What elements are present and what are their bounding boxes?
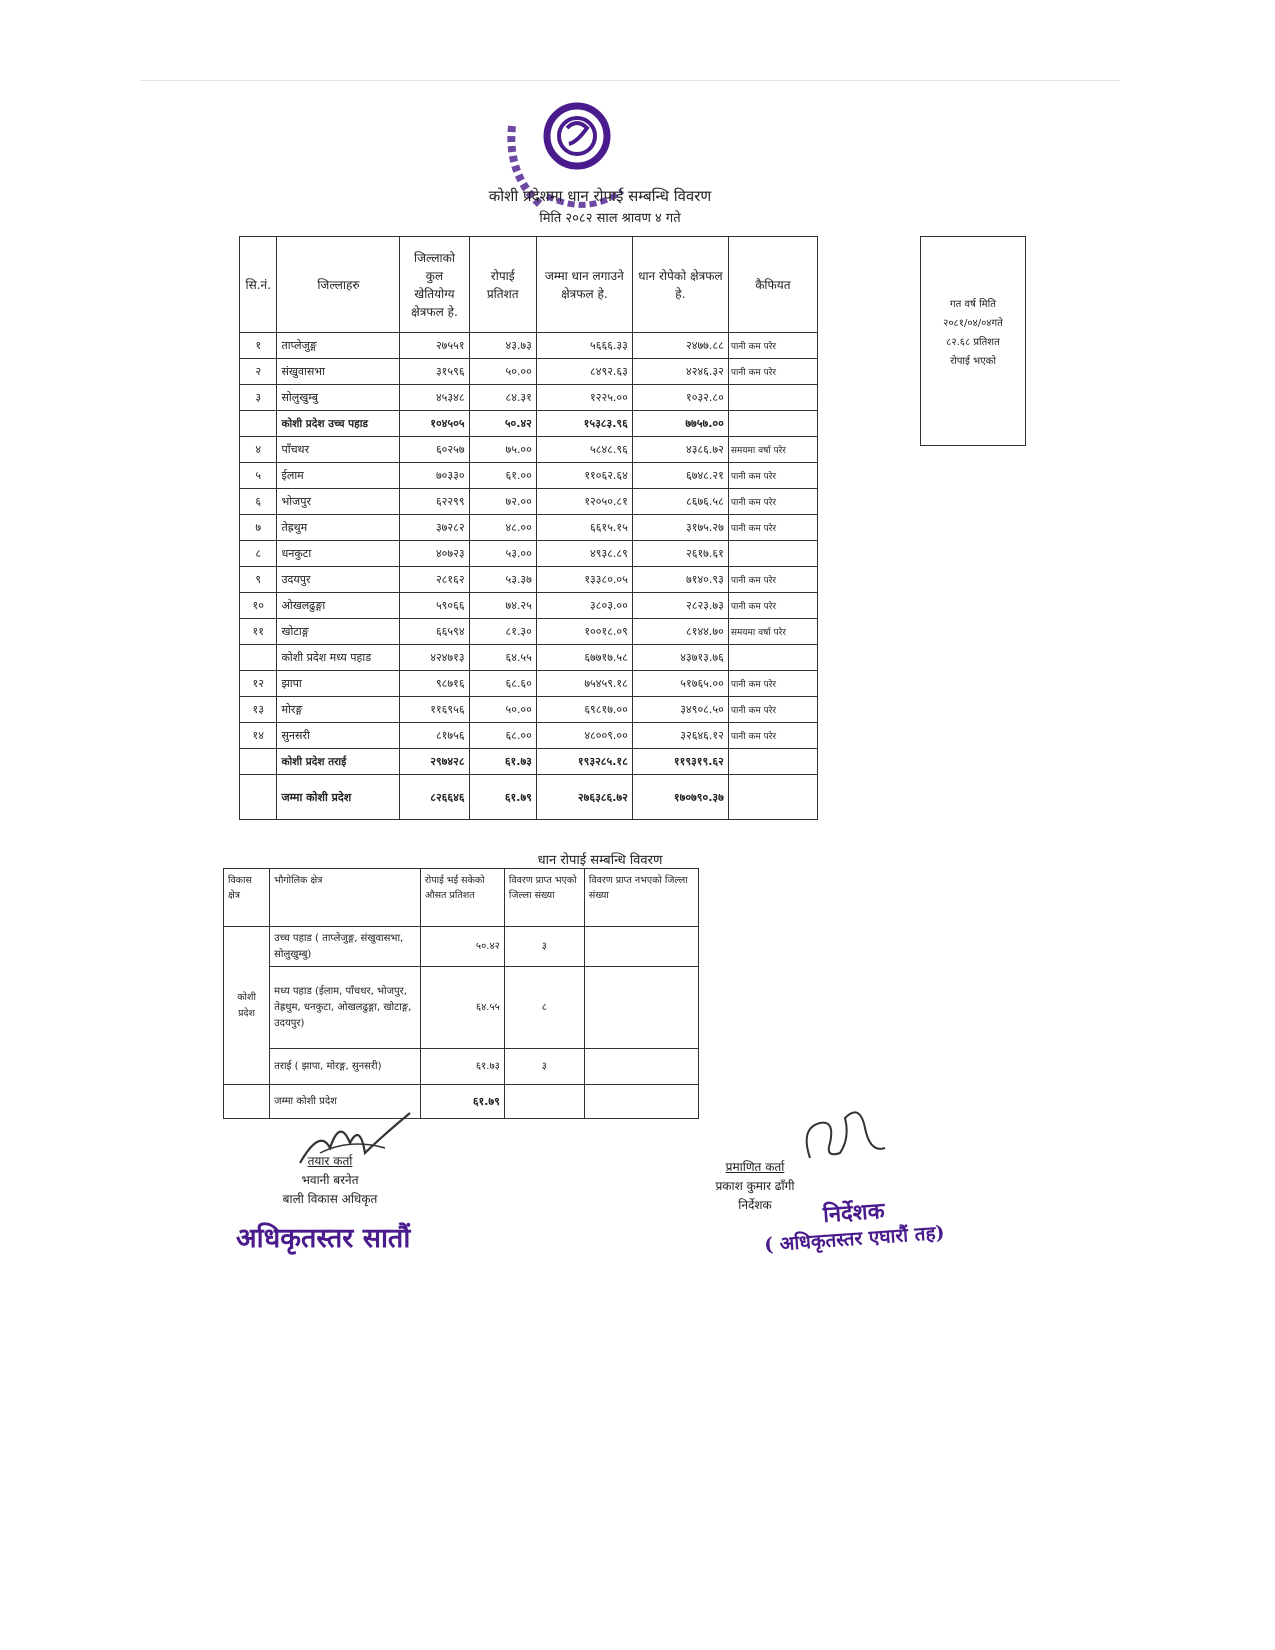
verified-by-name: प्रकाश कुमार ढाँगी bbox=[715, 1179, 795, 1194]
row-plan-area: १२०५०.८१ bbox=[536, 489, 632, 515]
row-percent: ८४.३१ bbox=[469, 385, 536, 411]
row-sn: १० bbox=[240, 593, 277, 619]
row-district: झापा bbox=[277, 671, 400, 697]
sum-area: तराई ( झापा, मोरङ्ग, सुनसरी) bbox=[270, 1049, 421, 1085]
row-total-area: २९७४२८ bbox=[400, 749, 469, 775]
row-remark bbox=[728, 411, 817, 437]
table-row bbox=[240, 463, 818, 489]
sum-pct: ५०.४२ bbox=[420, 927, 504, 967]
row-remark: समयमा वर्षा परेर bbox=[728, 437, 817, 463]
sum-count: ८ bbox=[504, 967, 584, 1049]
row-total-area: ८१७५६ bbox=[400, 723, 469, 749]
table-row bbox=[240, 489, 818, 515]
row-sn: १२ bbox=[240, 671, 277, 697]
subtotal-row bbox=[240, 411, 818, 437]
previous-year-note bbox=[920, 236, 1026, 446]
row-total-area: ४२४७१३ bbox=[400, 645, 469, 671]
row-remark bbox=[728, 385, 817, 411]
sum-header-not-received: विवरण प्राप्त नभएको जिल्ला संख्या bbox=[584, 869, 698, 927]
row-district: सोलुखुम्बु bbox=[277, 385, 400, 411]
row-percent: ७४.२५ bbox=[469, 593, 536, 619]
row-plan-area: ३८०३.०० bbox=[536, 593, 632, 619]
row-sn: ६ bbox=[240, 489, 277, 515]
row-planted-area: ४३७१३.७६ bbox=[632, 645, 728, 671]
note-line: गत वर्ष मिति bbox=[950, 299, 996, 310]
row-sn: ९ bbox=[240, 567, 277, 593]
row-district: कोशी प्रदेश उच्च पहाड bbox=[277, 411, 400, 437]
row-district: ओखलढुङ्गा bbox=[277, 593, 400, 619]
row-percent: ४३.७३ bbox=[469, 333, 536, 359]
row-planted-area: ३१७५.२७ bbox=[632, 515, 728, 541]
row-plan-area: ६९८१७.०० bbox=[536, 697, 632, 723]
row-total-area: ४०७२३ bbox=[400, 541, 469, 567]
row-district: ईलाम bbox=[277, 463, 400, 489]
right-signature-block bbox=[690, 1158, 820, 1216]
row-planted-area: ३४९०८.५० bbox=[632, 697, 728, 723]
row-planted-area: ११९३१९.६२ bbox=[632, 749, 728, 775]
row-sn: ४ bbox=[240, 437, 277, 463]
row-total-area: ५९०६६ bbox=[400, 593, 469, 619]
sum-empty bbox=[504, 1085, 584, 1119]
row-district: धनकुटा bbox=[277, 541, 400, 567]
row-total-area: २७५५१ bbox=[400, 333, 469, 359]
row-remark: पानी कम परेर bbox=[728, 593, 817, 619]
row-remark: पानी कम परेर bbox=[728, 489, 817, 515]
row-planted-area: १०३२.८० bbox=[632, 385, 728, 411]
document-date: मिति २०८२ साल श्रावण ४ गते bbox=[539, 211, 681, 226]
right-title-stamp: निर्देशक bbox=[822, 1197, 886, 1229]
row-plan-area: १९३२८५.१८ bbox=[536, 749, 632, 775]
row-total-area: ७०३३० bbox=[400, 463, 469, 489]
total-total-area: ८२६६४६ bbox=[400, 775, 469, 820]
col-header-sn: सि.नं. bbox=[240, 237, 277, 333]
row-planted-area: ८१४४.७० bbox=[632, 619, 728, 645]
row-total-area: ३७२८२ bbox=[400, 515, 469, 541]
total-planted-area: १७०७९०.३७ bbox=[632, 775, 728, 820]
row-remark: पानी कम परेर bbox=[728, 697, 817, 723]
row-planted-area: २४७७.८८ bbox=[632, 333, 728, 359]
table-row bbox=[240, 515, 818, 541]
row-district: उदयपुर bbox=[277, 567, 400, 593]
subtotal-row bbox=[240, 645, 818, 671]
row-remark: समयमा वर्षा परेर bbox=[728, 619, 817, 645]
row-percent: ५३.३७ bbox=[469, 567, 536, 593]
col-header-total-area: जिल्लाको कुल खेतियोग्य क्षेत्रफल हे. bbox=[400, 237, 469, 333]
row-planted-area: २६१७.६१ bbox=[632, 541, 728, 567]
row-total-area: ६२२९९ bbox=[400, 489, 469, 515]
row-district: तेह्रथुम bbox=[277, 515, 400, 541]
table-row bbox=[240, 437, 818, 463]
row-plan-area: ५६६६.३३ bbox=[536, 333, 632, 359]
row-planted-area: ७७५७.०० bbox=[632, 411, 728, 437]
sum-empty bbox=[584, 967, 698, 1049]
row-planted-area: ६७४८.२१ bbox=[632, 463, 728, 489]
row-plan-area: ४८००९.०० bbox=[536, 723, 632, 749]
row-sn bbox=[240, 411, 277, 437]
row-total-area: १०४५०५ bbox=[400, 411, 469, 437]
grand-total-row bbox=[240, 775, 818, 820]
sum-empty bbox=[584, 1049, 698, 1085]
row-percent: ७५.०० bbox=[469, 437, 536, 463]
row-percent: ५०.४२ bbox=[469, 411, 536, 437]
sum-header-area: भौगोलिक क्षेत्र bbox=[270, 869, 421, 927]
row-total-area: ९८७१६ bbox=[400, 671, 469, 697]
sum-header-received: विवरण प्राप्त भएको जिल्ला संख्या bbox=[504, 869, 584, 927]
sum-pct: ६४.५५ bbox=[420, 967, 504, 1049]
row-district: भोजपुर bbox=[277, 489, 400, 515]
sum-area: मध्य पहाड (ईलाम, पाँचथर, भोजपुर, तेह्रथुम, धनकुटा, ओखलढुङ्गा, खोटाङ्ग, उदयपुर) bbox=[270, 967, 421, 1049]
row-sn: ७ bbox=[240, 515, 277, 541]
row-plan-area: ६७७१७.५८ bbox=[536, 645, 632, 671]
table-row bbox=[240, 671, 818, 697]
row-plan-area: ७५४५९.१८ bbox=[536, 671, 632, 697]
row-remark bbox=[728, 749, 817, 775]
row-remark: पानी कम परेर bbox=[728, 333, 817, 359]
right-rank-stamp: ( अधिकृतस्तर एघारौं तह) bbox=[763, 1221, 946, 1257]
total-plan-area: २७६३८६.७२ bbox=[536, 775, 632, 820]
summary-table bbox=[223, 868, 699, 1119]
sum-count: ३ bbox=[504, 1049, 584, 1085]
total-district: जम्मा कोशी प्रदेश bbox=[277, 775, 400, 820]
row-remark: पानी कम परेर bbox=[728, 567, 817, 593]
table-row bbox=[240, 593, 818, 619]
table-row bbox=[240, 541, 818, 567]
sum-total-area: जम्मा कोशी प्रदेश bbox=[270, 1085, 421, 1119]
note-line: ८२.६८ प्रतिशत bbox=[946, 337, 1000, 348]
row-district: ताप्लेजुङ्ग bbox=[277, 333, 400, 359]
row-sn: २ bbox=[240, 359, 277, 385]
row-sn: ११ bbox=[240, 619, 277, 645]
table-row bbox=[240, 359, 818, 385]
row-planted-area: ३२६४६.१२ bbox=[632, 723, 728, 749]
subtotal-row bbox=[240, 749, 818, 775]
verified-by-designation: निर्देशक bbox=[738, 1198, 772, 1213]
row-total-area: ३१५९६ bbox=[400, 359, 469, 385]
verified-by-label: प्रमाणित कर्ता bbox=[725, 1160, 785, 1174]
row-district: संखुवासभा bbox=[277, 359, 400, 385]
row-total-area: ४५३४८ bbox=[400, 385, 469, 411]
row-planted-area: ८६७६.५८ bbox=[632, 489, 728, 515]
row-total-area: ६०२५७ bbox=[400, 437, 469, 463]
sum-header-pct: रोपाई भई सकेको औसत प्रतिशत bbox=[420, 869, 504, 927]
row-sn bbox=[240, 645, 277, 671]
row-district: सुनसरी bbox=[277, 723, 400, 749]
row-plan-area: १२२५.०० bbox=[536, 385, 632, 411]
row-sn bbox=[240, 749, 277, 775]
row-plan-area: १५३८३.९६ bbox=[536, 411, 632, 437]
col-header-planted-area: धान रोपेको क्षेत्रफल हे. bbox=[632, 237, 728, 333]
table-row bbox=[240, 333, 818, 359]
prepared-by-name: भवानी बरनेत bbox=[301, 1173, 359, 1188]
row-remark bbox=[728, 645, 817, 671]
row-planted-area: ४२४६.३२ bbox=[632, 359, 728, 385]
total-percent: ६१.७९ bbox=[469, 775, 536, 820]
sum-empty bbox=[584, 927, 698, 967]
row-remark bbox=[728, 541, 817, 567]
col-header-percent: रोपाई प्रतिशत bbox=[469, 237, 536, 333]
row-plan-area: ५८४८.९६ bbox=[536, 437, 632, 463]
row-planted-area: ४३८६.७२ bbox=[632, 437, 728, 463]
sum-area: उच्च पहाड ( ताप्लेजुङ्ग, संखुवासभा, सोलुखुम्बु) bbox=[270, 927, 421, 967]
note-line: २०८१/०४/०४गते bbox=[943, 318, 1003, 329]
left-signature-block bbox=[260, 1152, 400, 1210]
col-header-district: जिल्लाहरु bbox=[277, 237, 400, 333]
sum-empty bbox=[584, 1085, 698, 1119]
prepared-by-designation: बाली विकास अधिकृत bbox=[282, 1192, 378, 1207]
row-remark: पानी कम परेर bbox=[728, 359, 817, 385]
sum-region: कोशी प्रदेश bbox=[224, 927, 270, 1085]
note-line: रोपाई भएको bbox=[950, 356, 996, 367]
row-percent: ७२.०० bbox=[469, 489, 536, 515]
row-district: मोरङ्ग bbox=[277, 697, 400, 723]
table-row bbox=[240, 567, 818, 593]
row-district: खोटाङ्ग bbox=[277, 619, 400, 645]
row-sn: १४ bbox=[240, 723, 277, 749]
row-remark: पानी कम परेर bbox=[728, 723, 817, 749]
document-title: कोशी प्रदेशमा धान रोपाई सम्बन्धि विवरण bbox=[488, 187, 712, 205]
col-header-plan-area: जम्मा धान लगाउने क्षेत्रफल हे. bbox=[536, 237, 632, 333]
table-row bbox=[240, 619, 818, 645]
row-percent: ६४.५५ bbox=[469, 645, 536, 671]
col-header-remarks: कैफियत bbox=[728, 237, 817, 333]
row-percent: ६८.०० bbox=[469, 723, 536, 749]
row-district: कोशी प्रदेश मध्य पहाड bbox=[277, 645, 400, 671]
total-remark bbox=[728, 775, 817, 820]
row-percent: ६८.६० bbox=[469, 671, 536, 697]
row-percent: ८१.३० bbox=[469, 619, 536, 645]
table-row bbox=[240, 723, 818, 749]
row-sn: १३ bbox=[240, 697, 277, 723]
table-row bbox=[240, 697, 818, 723]
row-percent: ६१.०० bbox=[469, 463, 536, 489]
row-percent: ५०.०० bbox=[469, 359, 536, 385]
row-plan-area: ८४९२.६३ bbox=[536, 359, 632, 385]
row-remark: पानी कम परेर bbox=[728, 463, 817, 489]
row-planted-area: २८२३.७३ bbox=[632, 593, 728, 619]
row-remark: पानी कम परेर bbox=[728, 515, 817, 541]
table-row bbox=[240, 385, 818, 411]
sum-total-pct: ६१.७९ bbox=[420, 1085, 504, 1119]
row-plan-area: १००१८.०९ bbox=[536, 619, 632, 645]
row-percent: ५३.०० bbox=[469, 541, 536, 567]
row-total-area: २८१६२ bbox=[400, 567, 469, 593]
row-sn: १ bbox=[240, 333, 277, 359]
sum-empty bbox=[224, 1085, 270, 1119]
row-district: पाँचथर bbox=[277, 437, 400, 463]
summary-title: धान रोपाई सम्बन्धि विवरण bbox=[537, 853, 663, 868]
row-total-area: ११६९५६ bbox=[400, 697, 469, 723]
left-rank-stamp: अधिकृतस्तर सातौं bbox=[236, 1223, 411, 1254]
row-percent: ४८.०० bbox=[469, 515, 536, 541]
row-sn: ५ bbox=[240, 463, 277, 489]
row-total-area: ६६५९४ bbox=[400, 619, 469, 645]
total-sn bbox=[240, 775, 277, 820]
rice-plantation-table bbox=[239, 236, 818, 820]
row-district: कोशी प्रदेश तराई bbox=[277, 749, 400, 775]
row-planted-area: ७१४०.९३ bbox=[632, 567, 728, 593]
sum-pct: ६१.७३ bbox=[420, 1049, 504, 1085]
sum-count: ३ bbox=[504, 927, 584, 967]
row-percent: ६१.७३ bbox=[469, 749, 536, 775]
row-planted-area: ५१७६५.०० bbox=[632, 671, 728, 697]
row-plan-area: १३३८०.०५ bbox=[536, 567, 632, 593]
row-percent: ५०.०० bbox=[469, 697, 536, 723]
row-plan-area: ४९३८.८९ bbox=[536, 541, 632, 567]
row-sn: ८ bbox=[240, 541, 277, 567]
prepared-by-label: तयार कर्ता bbox=[307, 1154, 353, 1168]
scan-edge-line bbox=[140, 80, 1120, 81]
row-plan-area: ६६१५.१५ bbox=[536, 515, 632, 541]
row-sn: ३ bbox=[240, 385, 277, 411]
row-plan-area: ११०६२.६४ bbox=[536, 463, 632, 489]
row-remark: पानी कम परेर bbox=[728, 671, 817, 697]
sum-header-region: विकास क्षेत्र bbox=[224, 869, 270, 927]
